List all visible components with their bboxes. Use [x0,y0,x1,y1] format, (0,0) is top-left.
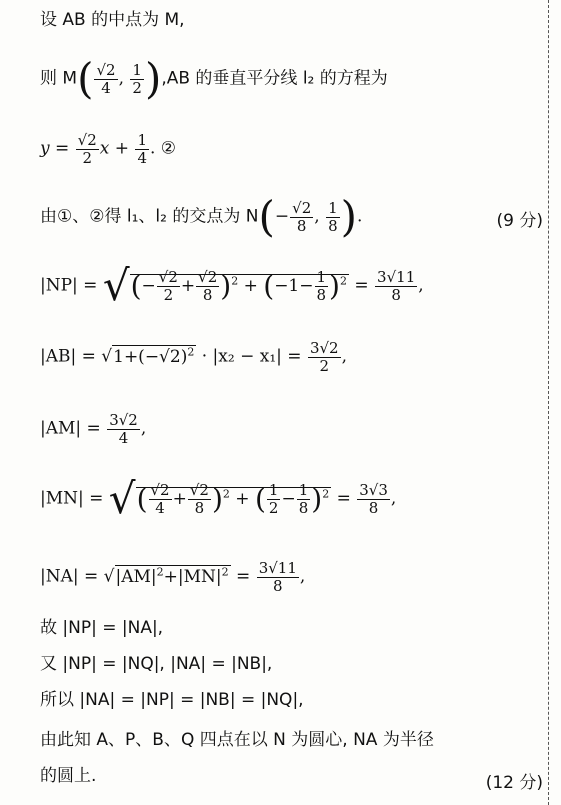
line-intersection-N: 由①、②得 l₁、l₂ 的交点为 N(− $\frac{√2}{8}$ , $\frac{1}{8}$ ). [40,192,363,241]
line-equation-l2: y = $\frac{√2}{2}$ x + $\frac{1}{4}$ . ② [40,131,177,167]
score-9: (9 分) [496,211,543,231]
line-midpoint-coords: 则 M( $\frac{√2}{4}$ , $\frac{1}{2}$ ),AB 的垂直平分线 l₂ 的方程为 [40,54,388,103]
line-AB: $|AB| = √1+(-√2)^2 \cdot |x_2 - x_1|$ = $\frac{3√2}{2}$ , [40,339,347,375]
line-midpoint: 设 AB 的中点为 M, [40,10,185,30]
dashed-margin-line [548,0,549,805]
line-conclusion-3: 所以 |NA| = |NP| = |NB| = |NQ|, [40,690,304,710]
line-MN: |MN| = √( $\frac{√2}{4}$ + $\frac{√2}{8}$ )$^2$ + ( $\frac{1}{2}$ − $\frac{1}{8}$ )$^2$ = $\frac{3√3}{8}$ , [40,474,397,523]
line-conclusion-4: 由此知 A、P、B、Q 四点在以 N 为圆心, NA 为半径 [40,730,434,750]
score-12: (12 分) [485,773,543,793]
line-AM: |AM| = $\frac{3√2}{4}$ , [40,411,147,447]
line-NA: $|NA| = √|AM|^2+|MN|^2$ = $\frac{3√11}{8}$ , [40,559,306,595]
line-conclusion-5: 的圆上. [40,766,97,786]
line-conclusion-1: 故 |NP| = |NA|, [40,618,164,638]
line-conclusion-2: 又 |NP| = |NQ|, |NA| = |NB|, [40,654,273,674]
line-NP: |NP| = √(− $\frac{√2}{2}$ + $\frac{√2}{8}$ )$^2$ + (−1− $\frac{1}{8}$ )$^2$ = $\frac{3√11}{8}$ , [40,261,424,310]
